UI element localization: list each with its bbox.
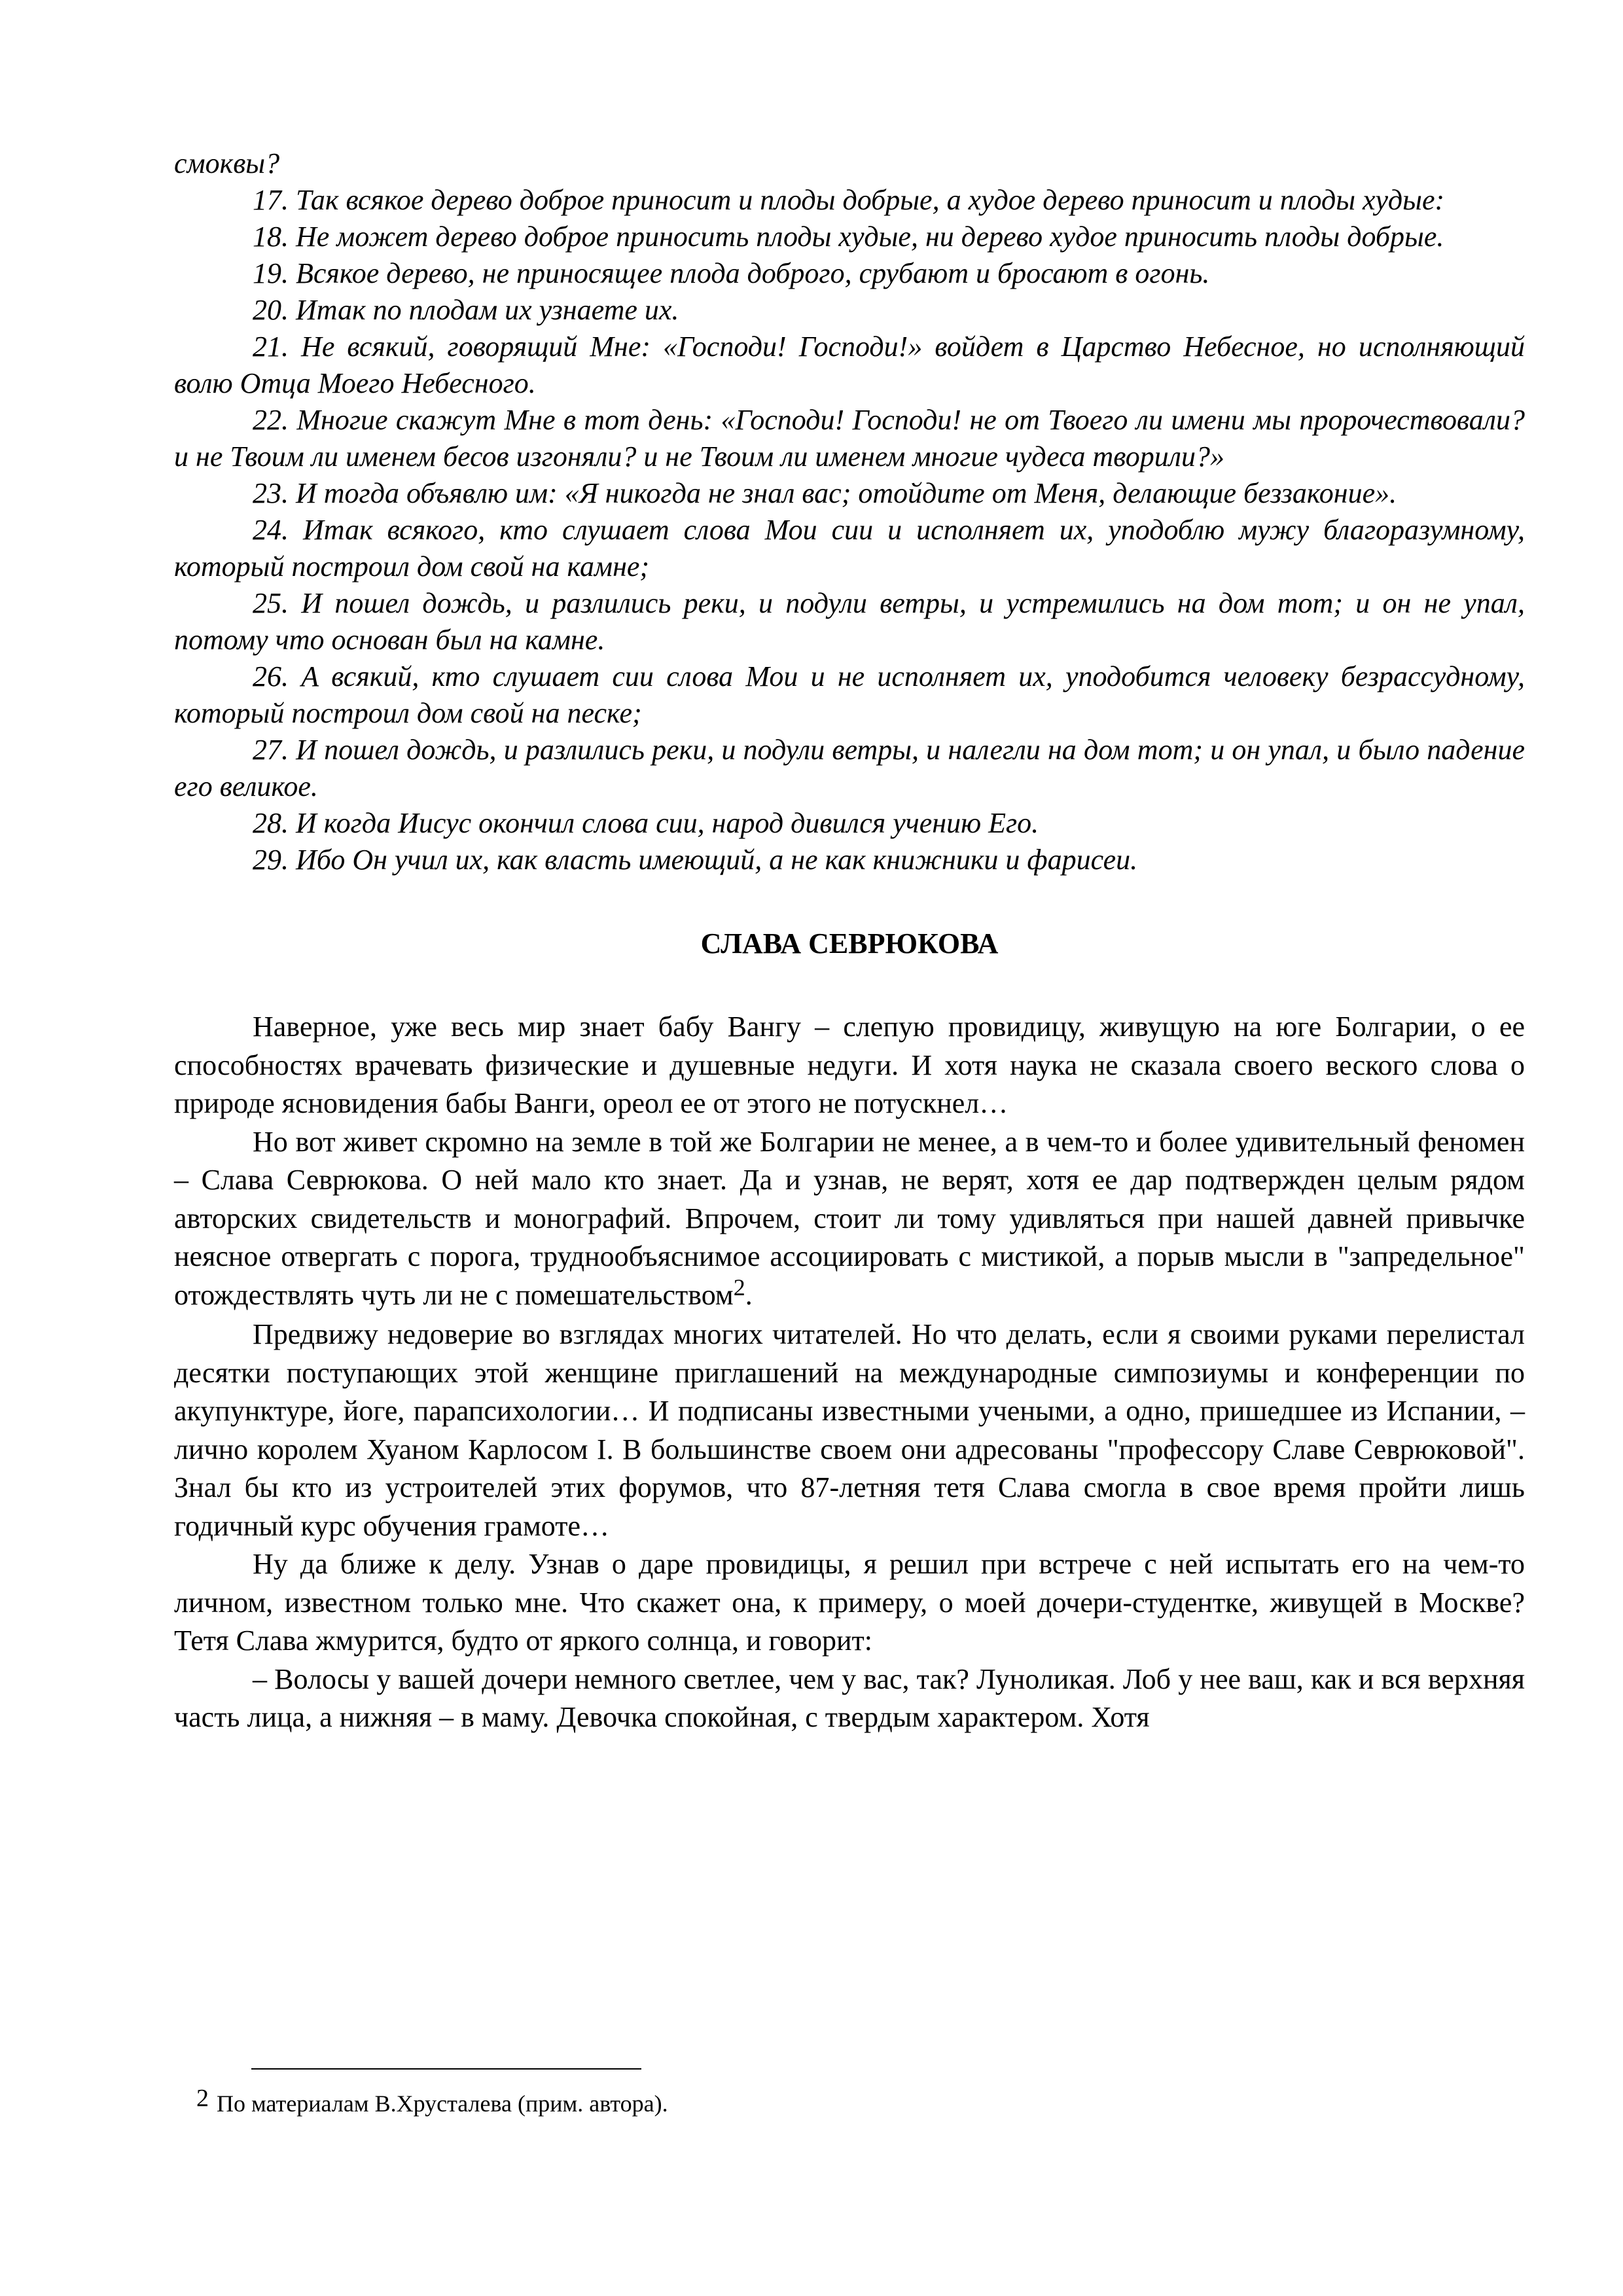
verse-20: 20. Итак по плодам их узнаете их. [253,294,679,326]
scripture-verses [174,145,1525,878]
verse-28: 28. И когда Иисус окончил слова сии, народ дивился учению Его. [253,807,1039,839]
verse-24: 24. Итак всякого, кто слушает слова Мои сии и исполняет их, уподоблю мужу благоразумному, который построил дом свой на камне; [174,514,1525,583]
verse-continuation: смоквы? [174,147,280,179]
verse-23: 23. И тогда объявлю им: «Я никогда не знал вас; отойдите от Меня, делающие беззаконие». [253,477,1397,509]
paragraph-3: Предвижу недоверие во взглядах многих читателей. Но что делать, если я своими руками перелистал десятки поступающих этой женщине приглашений на международные симпозиумы и конференции по акупунктуре, йоге, парапсихологии… И подписаны известными учеными, а одно, пришедшее из Испании, – лично королем Хуаном Карлосом I. В большинстве своем они адресованы "профессору Славе Севрюковой". Знал бы кто из устроителей этих форумов, что 87-летняя тетя Слава смогла в свое время пройти лишь годичный курс обучения грамоте… [174,1318,1525,1542]
footnote-number: 2 [196,2085,209,2112]
paragraph-5: – Волосы у вашей дочери немного светлее, чем у вас, так? Луноликая. Лоб у нее ваш, как и вся верхняя часть лица, а нижняя – в маму. Девочка спокойная, с твердым характером. Хотя [174,1662,1525,1733]
verse-22: 22. Многие скажут Мне в тот день: «Господи! Господи! не от Твоего ли имени мы пророчествовали? и не Твоим ли именем бесов изгоняли? и не Твоим ли именем многие чудеса творили?» [174,404,1525,473]
footnote-text: По материалам В.Хрусталева (прим. автора). [217,2090,668,2117]
article-body [174,1008,1525,1737]
chapter-title: СЛАВА СЕВРЮКОВА [700,927,999,960]
paragraph-1: Наверное, уже весь мир знает бабу Вангу – слепую провидицу, живущую на юге Болгарии, о ее способностях врачевать физические и душевные недуги. И хотя наука не сказала своего веского слова о природе ясновидения бабы Ванги, ореол ее от этого не потускнел… [174,1011,1525,1119]
paragraph-2-text: Но вот живет скромно на земле в той же Болгарии не менее, а в чем-то и более удивительный феномен – Слава Севрюкова. О ней мало кто знает. Да и узнав, не верят, хотя ее дар подтвержден целым рядом авторских свидетельств и монографий. Впрочем, стоит ли тому удивляться при нашей давней привычке неясное отвергать с порога, труднообъяснимое ассоциировать с мистикой, а порыв мысли в "запредельное" отождествлять чуть ли не с помешательством [174,1125,1525,1311]
verse-27: 27. И пошел дождь, и разлились реки, и подули ветры, и налегли на дом тот; и он упал, и было падение его великое. [174,734,1525,802]
verse-21: 21. Не всякий, говорящий Мне: «Господи! Господи!» войдет в Царство Небесное, но исполняющий волю Отца Моего Небесного. [174,331,1525,399]
footnote-reference[interactable]: 2 [733,1274,745,1300]
verse-25: 25. И пошел дождь, и разлились реки, и подули ветры, и устремились на дом тот; и он не упал, потому что основан был на камне. [174,587,1525,656]
verse-29: 29. Ибо Он учил их, как власть имеющий, а не как книжники и фарисеи. [253,844,1138,876]
footnote-divider [251,2068,641,2070]
footnote [196,2085,668,2119]
paragraph-4: Ну да ближе к делу. Узнав о даре провидицы, я решил при встрече с ней испытать его на чем-то личном, известном только мне. Что скажет она, к примеру, о моей дочери-студентке, живущей в Москве? Тетя Слава жмурится, будто от яркого солнца, и говорит: [174,1548,1525,1657]
verse-18: 18. Не может дерево доброе приносить плоды худые, ни дерево худое приносить плоды добрые. [253,221,1444,253]
page-content [174,145,1525,1737]
verse-19: 19. Всякое дерево, не приносящее плода доброго, срубают и бросают в огонь. [253,257,1210,289]
paragraph-2-end: . [745,1278,753,1311]
verse-17: 17. Так всякое дерево доброе приносит и плоды добрые, а худое дерево приносит и плоды худые: [253,184,1445,216]
paragraph-2 [174,1123,1525,1316]
verse-26: 26. А всякий, кто слушает сии слова Мои и не исполняет их, уподобится человеку безрассудному, который построил дом свой на песке; [174,660,1525,729]
